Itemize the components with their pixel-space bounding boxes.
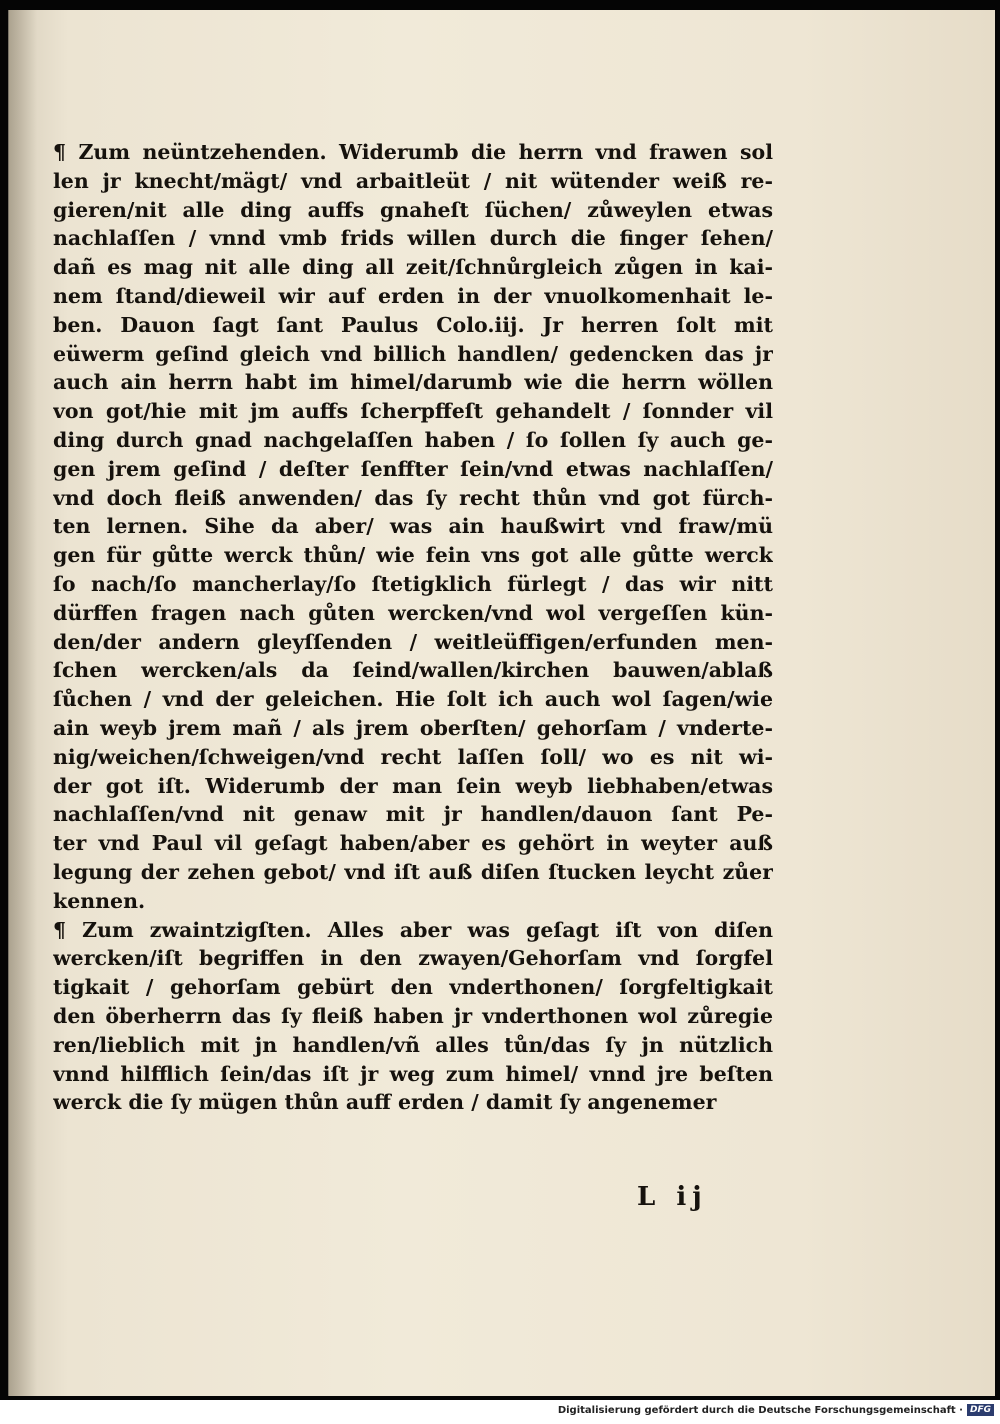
book-page [8, 10, 995, 1396]
text-line: nachlaſſen/vnd nit genaw mit jr handlen/dauon ſant Pe- [53, 802, 773, 827]
text-line: der got iſt. Widerumb der man ſein weyb liebhaben/etwas [53, 773, 773, 798]
text-line: ain weyb jrem mañ / als jrem oberſten/ gehorſam / vnderte- [53, 715, 773, 740]
text-line: werck die ſy mügen thůn auff erden / damit ſy angenemer [53, 1090, 717, 1115]
text-line: ren/lieblich mit jn handlen/vñ alles tůn/das ſy jn nützlich [53, 1032, 773, 1057]
text-line: ſo nach/ſo mancherlay/ſo ſtetigklich fürlegt / das wir nitt [53, 571, 773, 596]
text-line: ſchen wercken/als da ſeind/wallen/kirchen bauwen/ablaß [53, 658, 773, 683]
text-line: gen für gůtte werck thůn/ wie fein vns got alle gůtte werck [53, 543, 773, 568]
text-line: ter vnd Paul vil geſagt haben/aber es gehört in weyter auß [53, 831, 773, 856]
text-line: vnnd hilfflich ſein/das iſt jr weg zum himel/ vnnd jre beſten [53, 1061, 773, 1086]
text-line: nig/weichen/ſchweigen/vnd recht laſſen ſoll/ wo es nit wi- [53, 744, 773, 769]
text-line: tigkait / gehorſam gebürt den vnderthonen/ ſorgfeltigkait [53, 975, 773, 1000]
signature-mark: L ij [637, 1182, 708, 1212]
text-line: den/der andern gleyſſenden / weitleüffigen/erfunden men- [53, 629, 773, 654]
text-line: auch ain herrn habt im himel/darumb wie die herrn wöllen [53, 370, 773, 395]
footer [558, 1404, 994, 1416]
text-line: von got/hie mit jm auffs ſcherpffeſt gehandelt / ſonnder vil [53, 399, 773, 424]
text-line: vnd doch fleiß anwenden/ das ſy recht thůn vnd got fürch- [53, 485, 773, 510]
text-line: nem ſtand/dieweil wir auf erden in der vnuolkomenhait le- [53, 283, 773, 308]
text-line: ¶ Zum zwaintzigſten. Alles aber was geſagt iſt von diſen [53, 917, 773, 942]
text-line: wercken/iſt begriffen in den zwayen/Gehorſam vnd ſorgfel [53, 946, 773, 971]
dfg-logo: DFG [967, 1404, 994, 1416]
text-line: len jr knecht/mägt/ vnd arbaitleüt / nit wütender weiß re- [53, 168, 773, 193]
text-line: dañ es mag nit alle ding all zeit/ſchnůrgleich zůgen in kai- [53, 255, 773, 280]
text-line: gen jrem geſind / deſter ſenffter ſein/vnd etwas nachlaſſen/ [53, 456, 773, 481]
text-line: legung der zehen gebot/ vnd iſt auß diſen ſtucken leycht zůer [53, 859, 773, 884]
funding-note: Digitalisierung gefördert durch die Deutsche Forschungsgemeinschaft · [557, 1404, 963, 1416]
text-line: den öberherrn das ſy fleiß haben jr vnderthonen wol zůregie [53, 1003, 773, 1028]
text-line: gieren/nit alle ding auffs gnaheſt ſüchen/ zůweylen etwas [53, 197, 773, 222]
text-line: nachlaſſen / vnnd vmb frids willen durch die finger ſehen/ [53, 226, 773, 251]
text-line: ding durch gnad nachgelaſſen haben / ſo ſollen ſy auch ge- [53, 427, 773, 452]
text-line: kennen. [53, 888, 146, 913]
text-line: ſůchen / vnd der geleichen. Hie ſolt ich auch wol ſagen/wie [53, 687, 773, 712]
page-text [53, 138, 773, 1117]
text-line: eüwerm geſind gleich vnd billich handlen/ gedencken das jr [53, 341, 773, 366]
text-line: ben. Dauon ſagt ſant Paulus Colo.iij. Jr herren ſolt mit [53, 312, 773, 337]
gutter-shadow [9, 10, 37, 1396]
text-line: ¶ Zum neüntzehenden. Widerumb die herrn vnd frawen sol [53, 140, 773, 164]
text-line: ten lernen. Sihe da aber/ was ain haußwirt vnd fraw/mü [53, 514, 773, 539]
text-line: dürffen fragen nach gůten wercken/vnd wol vergeſſen kün- [53, 600, 773, 625]
